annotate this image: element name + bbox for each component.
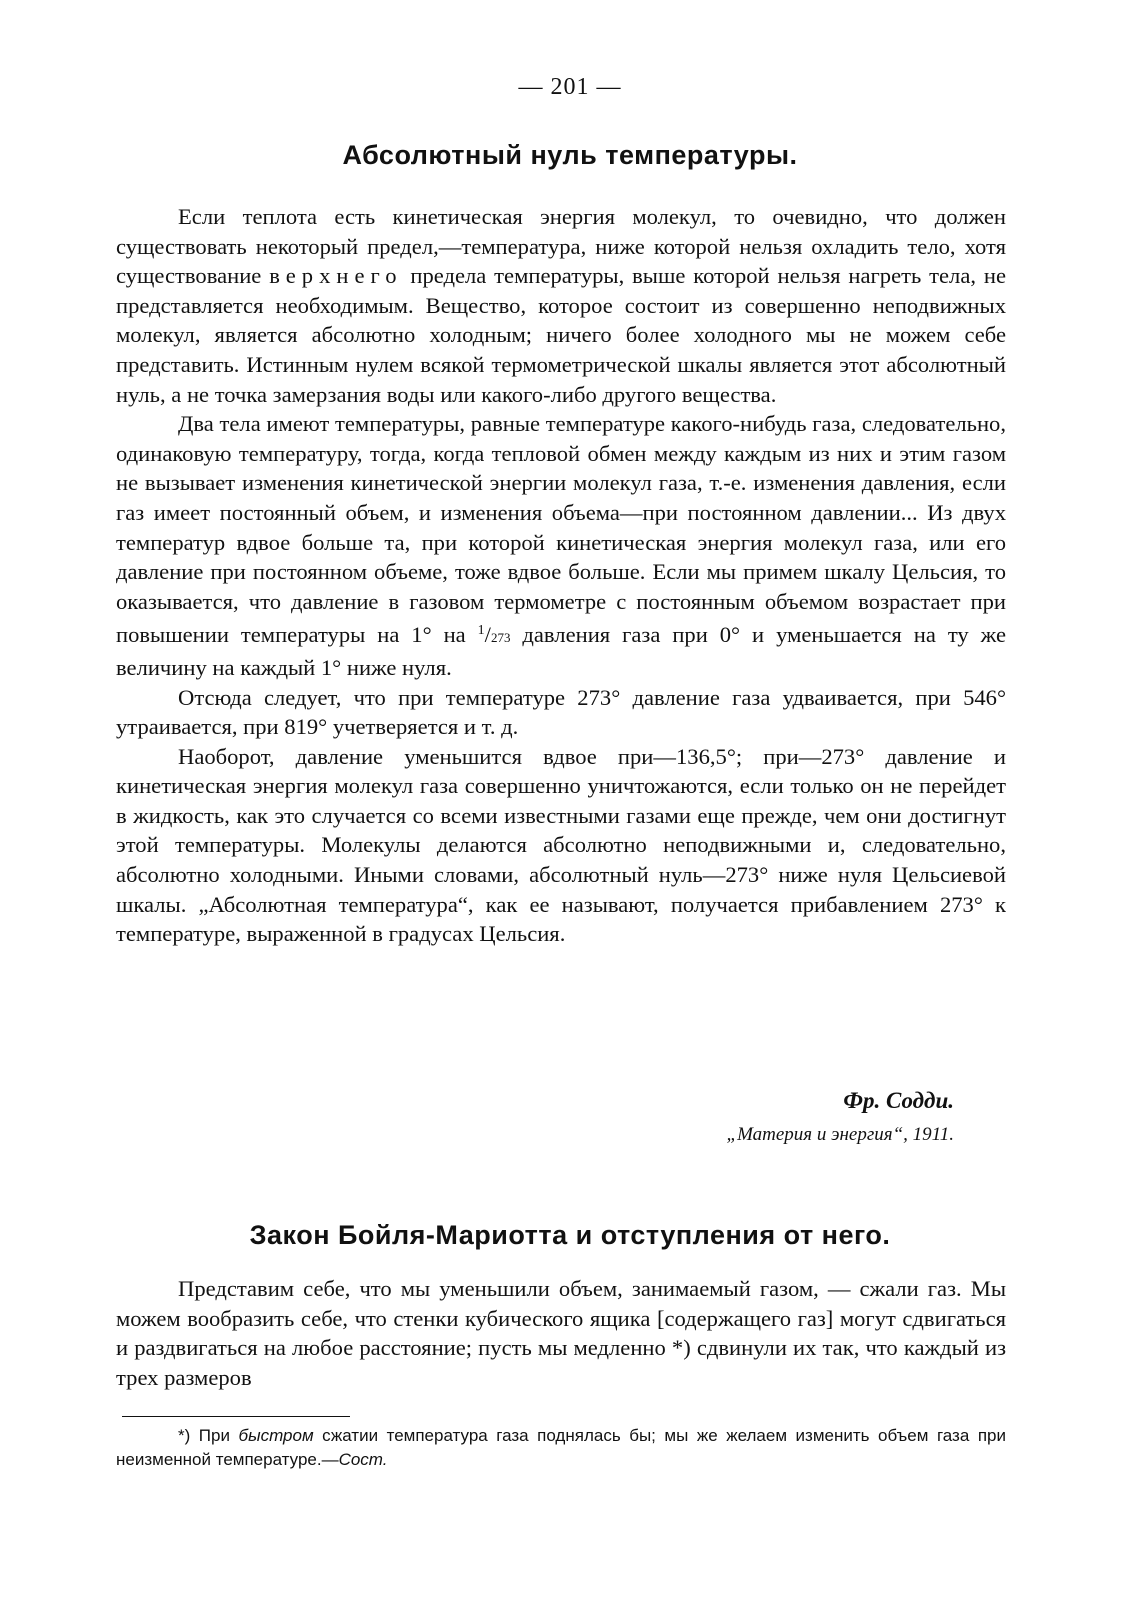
paragraph: Отсюда следует, что при температуре 273° давление газа удваивается, при 546° утраивается, при 819° учетверяется и т. д. [116,684,1006,740]
paragraph-text: предела температуры, выше которой нельзя нагреть тела, не представляется необходимым. Вещество, которое состоит из совершенно неподвижных молекул, является абсолютно холодным; ничего более холодного мы не можем себе представить. Истинным нулем всякой термометрической шкалы является этот абсолютный нуль, а не точка замерзания воды или какого-либо другого вещества. [116,263,1006,407]
paragraph: Наоборот, давление уменьшится вдвое при—136,5°; при—273° давление и кинетическая энергия молекул газа совершенно уничтожаются, если только он не перейдет в жидкость, как это случается со всеми известными газами еще прежде, чем они достигнут этой температуры. Молекулы делаются абсолютно неподвижными и, следовательно, абсолютно холодными. Иными словами, абсолютный нуль—273° ниже нуля Цельсиевой шкалы. „Абсолютная температура“, как ее называют, получается прибавлением 273° к температуре, выраженной в градусах Цельсия. [116,743,1006,947]
footnote-signature: Сост. [338,1450,388,1469]
section-body-absolute-zero [116,202,1006,949]
fraction-numerator: 1 [477,623,485,639]
paragraph-text: Если теплота есть кинетическая энергия молекул, то очевидно, что должен существовать некоторый предел,—температура, ниже которой нельзя охладить тело, хотя существование [116,204,1006,289]
section-title-absolute-zero: Абсолютный нуль температуры. [342,140,798,170]
paragraph-text: Два тела имеют температуры, равные температуре какого-нибудь газа, следовательно, одинаковую температуру, тогда, когда тепловой обмен между каждым из них и этим газом не вызывает изменения кинетической энергии молекул газа, т.-е. изменения давления, если газ имеет постоянный объем, и изменения объема—при постоянном давлении... Из двух температур вдвое больше та, при которой кинетическая энергия молекул газа, или его давление при постоянном объеме, тоже вдвое больше. Если мы примем шкалу Цельсия, то оказывается, что давление в газовом термометре с постоянным объемом возрастает при повышении температуры на 1° на [116,411,1006,648]
footnote-text: *) При [178,1426,239,1445]
footnote-emphasis: быстром [238,1426,314,1445]
fraction-separator: / [484,622,491,648]
footnote-divider [122,1416,350,1417]
paragraph [116,409,1006,682]
paragraph-text: давления газа при 0° и уменьшается на ту же величину на каждый 1° ниже нуля. [116,622,1006,680]
source-citation: „Материя и энергия“, 1911. [726,1124,954,1145]
section-title-boyle-mariotte: Закон Бойля-Мариотта и отступления от него. [249,1220,891,1250]
footnote-text: сжатии температура газа поднялась бы; мы же желаем изменить объем газа при неизменной температуре.— [116,1426,1006,1469]
author-signature: Фр. Содди. [843,1088,954,1113]
page-number: — 201 — [518,74,622,100]
spaced-emphasis: верхнего [269,263,403,289]
paragraph [116,202,1006,409]
section-body-boyle-mariotte [116,1274,1006,1392]
footnote [116,1424,1006,1472]
fraction-denominator: 273 [490,630,511,646]
paragraph: Представим себе, что мы уменьшили объем, занимаемый газом, — сжали газ. Мы можем вообразить себе, что стенки кубического ящика [содержащего газ] могут сдвигаться и раздвигаться на любое расстояние; пусть мы медленно *) сдвинули их так, что каждый из трех размеров [116,1276,1006,1390]
